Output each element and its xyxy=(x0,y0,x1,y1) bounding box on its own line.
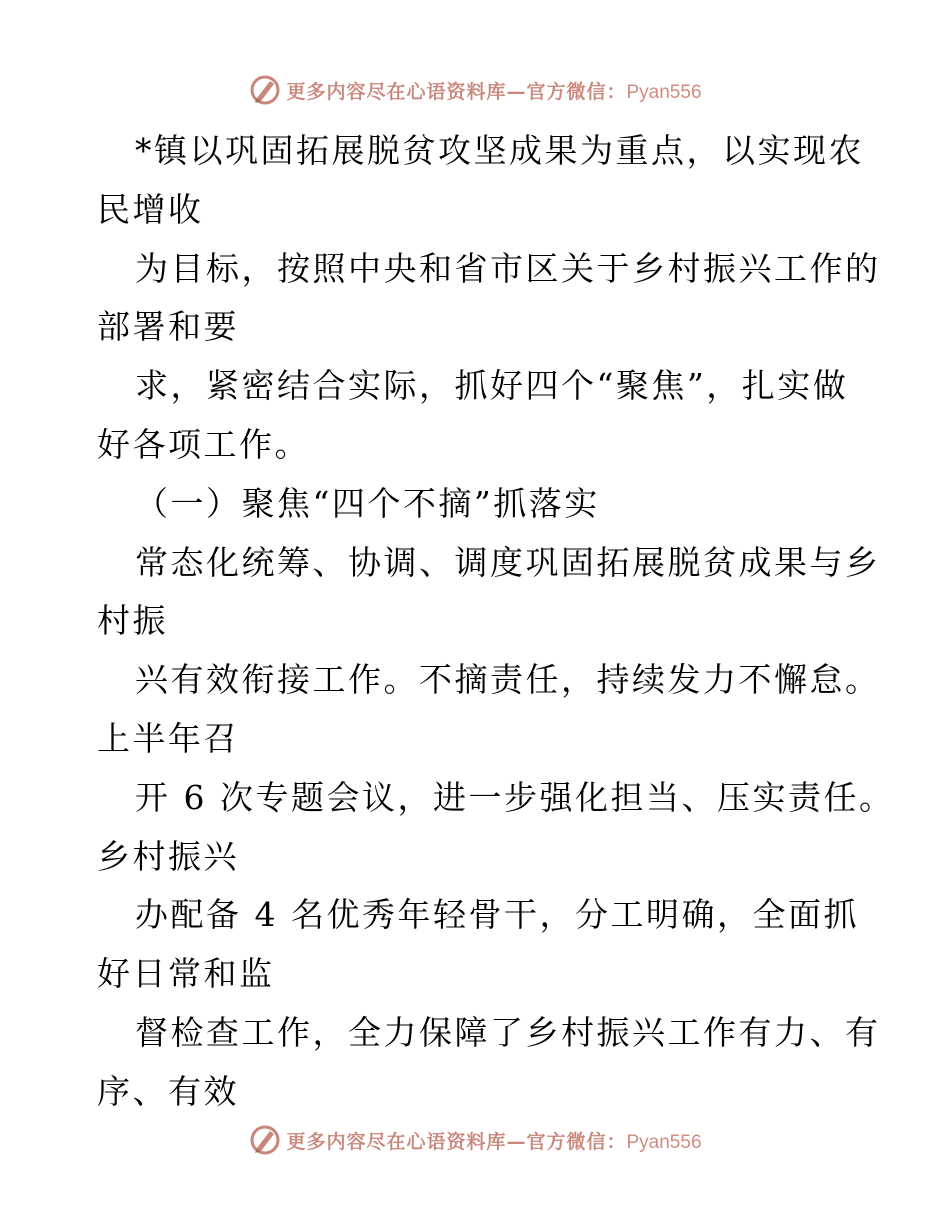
body-line: 村振 xyxy=(97,601,168,641)
body-line: *镇以巩固拓展脱贫攻坚成果为重点，以实现农 xyxy=(135,131,864,170)
body-line: 为目标，按照中央和省市区关于乡村振兴工作的 xyxy=(135,248,881,288)
body-line: 上半年召 xyxy=(97,718,239,758)
header-watermark xyxy=(0,70,950,110)
footer-watermark xyxy=(0,1120,950,1160)
body-line: 好各项工作。 xyxy=(97,424,310,464)
body-line: 乡村振兴 xyxy=(97,836,239,876)
document-body xyxy=(97,122,895,1122)
body-line: 民增收 xyxy=(97,189,204,229)
pen-logo-icon xyxy=(248,73,282,107)
watermark-text: 更多内容尽在心语资料库—官方微信：Pyan556 xyxy=(286,80,702,103)
body-line: 部署和要 xyxy=(97,307,239,347)
body-line: 办配备 4 名优秀年轻骨干，分工明确，全面抓 xyxy=(135,895,859,935)
body-line: 督检查工作，全力保障了乡村振兴工作有力、有 xyxy=(135,1012,881,1052)
body-line: 开 6 次专题会议，进一步强化担当、压实责任。 xyxy=(135,777,895,817)
section-heading: （一）聚焦“四个不摘”抓落实 xyxy=(135,483,600,523)
body-line: 常态化统筹、协调、调度巩固拓展脱贫成果与乡 xyxy=(135,542,881,582)
body-line: 兴有效衔接工作。不摘责任，持续发力不懈怠。 xyxy=(135,660,881,700)
pen-logo-icon xyxy=(248,1123,282,1157)
body-line: 好日常和监 xyxy=(97,954,275,994)
body-line: 序、有效 xyxy=(97,1071,239,1111)
body-line: 求，紧密结合实际，抓好四个“聚焦”，扎实做 xyxy=(135,366,849,406)
watermark-text: 更多内容尽在心语资料库—官方微信：Pyan556 xyxy=(286,1130,702,1153)
